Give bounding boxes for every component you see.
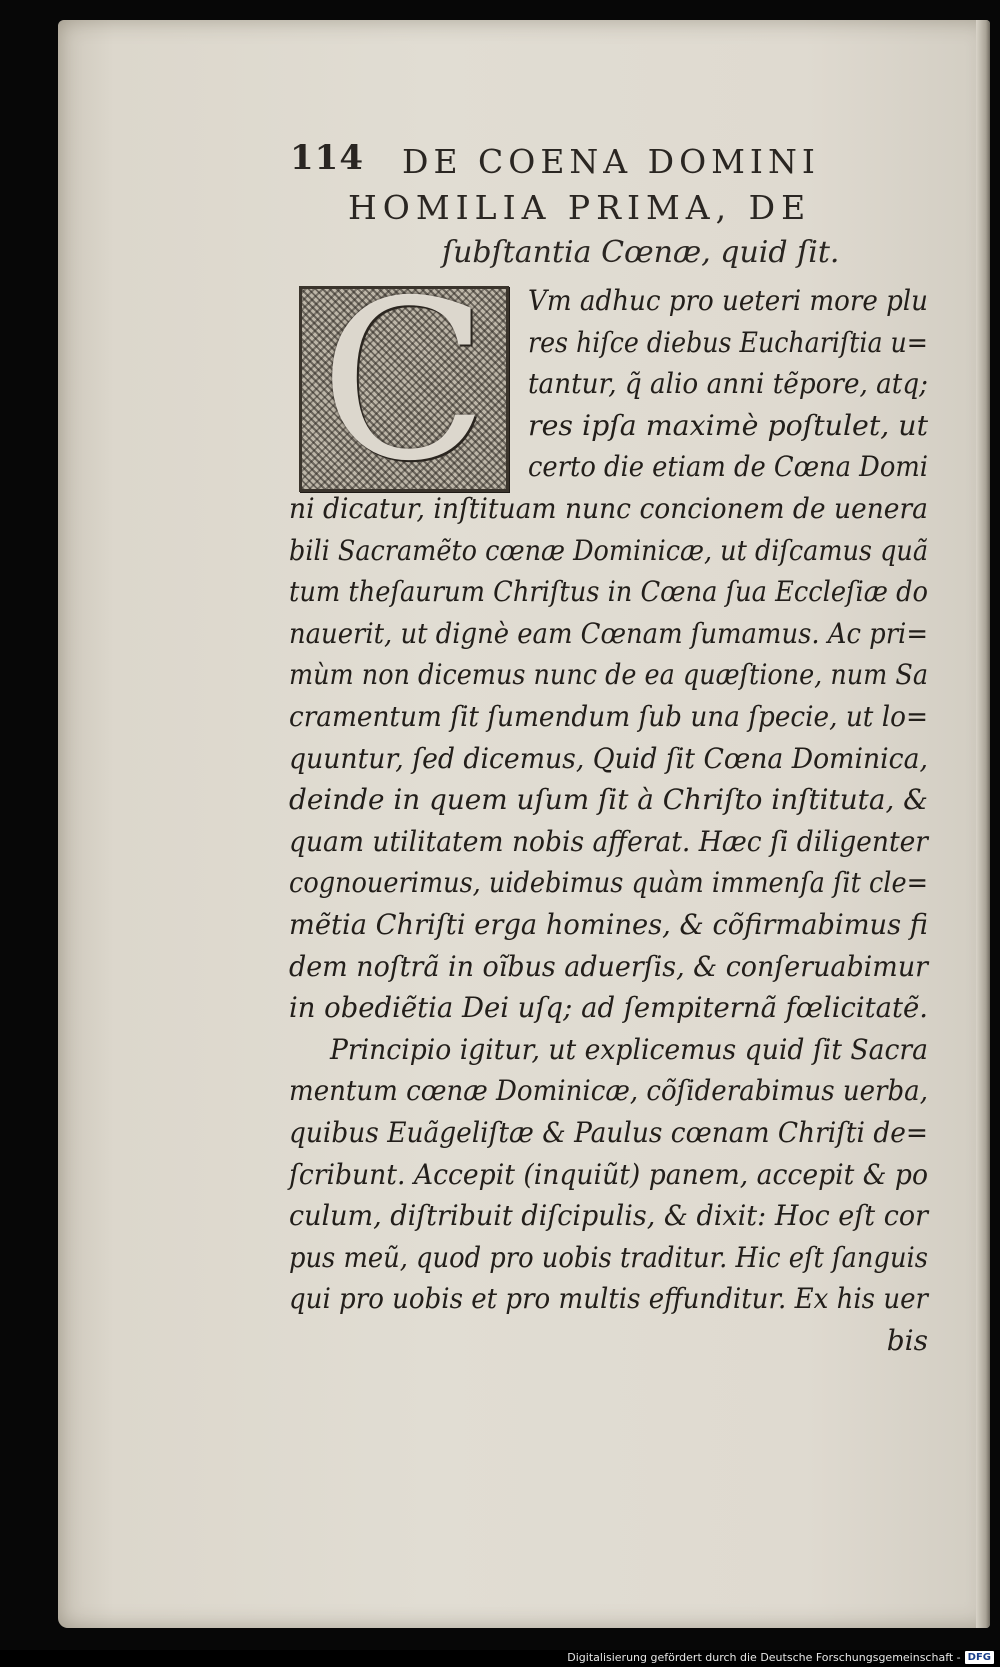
- header-row: [290, 138, 850, 188]
- text-line: mẽtia Chriſti erga homines, & cõfirmabimus fi: [289, 908, 928, 941]
- text-line: mùm non dicemus nunc de ea quæſtione, num Sa: [289, 658, 929, 692]
- text-line: tum theſaurum Chriſtus in Cœna ſua Eccleſiæ do: [289, 575, 928, 609]
- text-line: tantur, q̃ alio anni tẽpore, atq;: [528, 367, 928, 401]
- text-line: quam utilitatem nobis afferat. Hæc ſi diligenter: [289, 824, 928, 858]
- homily-title: HOMILIA PRIMA, DE: [348, 188, 812, 227]
- dfg-logo: DFG: [965, 1651, 994, 1664]
- catchword: bis: [886, 1324, 928, 1357]
- text-line: cramentum ſit ſumendum ſub una ſpecie, ut lo=: [289, 700, 929, 733]
- text-line: in obediẽtia Dei uſq; ad ſempiternã fœlicitatẽ.: [289, 991, 929, 1025]
- text-line: Vm adhuc pro ueteri more plu: [528, 284, 928, 317]
- text-line: nauerit, ut dignè eam Cœnam ſumamus. Ac pri=: [289, 616, 928, 650]
- text-line: certo die etiam de Cœna Domi: [528, 450, 928, 484]
- text-line: deinde in quem uſum ſit à Chriſto inſtituta, &: [289, 783, 928, 817]
- text-line: mentum cœnæ Dominicæ, cõſiderabimus uerba,: [289, 1074, 928, 1108]
- initial-letter: C: [319, 286, 489, 492]
- text-line: cognouerimus, uidebimus quàm immenſa ſit cle=: [289, 866, 929, 900]
- text-line: res hiſce diebus Euchariſtia u=: [528, 325, 928, 359]
- text-line: dem noſtrã in oĩbus aduerſis, & conſeruabimur: [289, 949, 929, 983]
- decorated-initial: [299, 286, 509, 492]
- homily-subtitle: ſubſtantia Cœnæ, quid ſit.: [442, 235, 840, 270]
- text-line: quibus Euãgeliſtæ & Paulus cœnam Chriſti de=: [289, 1116, 929, 1149]
- page-edge: [976, 20, 990, 1628]
- text-line: ſcribunt. Accepit (inquiũt) panem, accepit & po: [289, 1157, 928, 1191]
- credit-text: Digitalisierung gefördert durch die Deutsche Forschungsgemeinschaft -: [567, 1651, 961, 1664]
- text-line: quuntur, ſed dicemus, Quid ſit Cœna Dominica,: [289, 741, 928, 775]
- text-line: ni dicatur, inſtituam nunc concionem de uenera: [289, 492, 928, 525]
- text-line: bili Sacramẽto cœnæ Dominicæ, ut diſcamus quã: [289, 533, 929, 567]
- text-line: culum, diſtribuit diſcipulis, & dixit: Hoc eſt cor: [289, 1199, 928, 1233]
- text-line: qui pro uobis et pro multis effunditur. Ex his uer: [289, 1282, 928, 1316]
- page-number: 114: [290, 138, 364, 178]
- text-line: res ipſa maximè poſtulet, ut: [528, 408, 929, 442]
- text-line: pus meũ, quod pro uobis traditur. Hic eſt ſanguis: [289, 1240, 929, 1274]
- digitization-credit: [567, 1651, 994, 1664]
- text-line: Principio igitur, ut explicemus quid ſit Sacra: [330, 1032, 928, 1066]
- running-head: DE COENA DOMINI: [402, 142, 820, 181]
- page-header: [290, 138, 850, 270]
